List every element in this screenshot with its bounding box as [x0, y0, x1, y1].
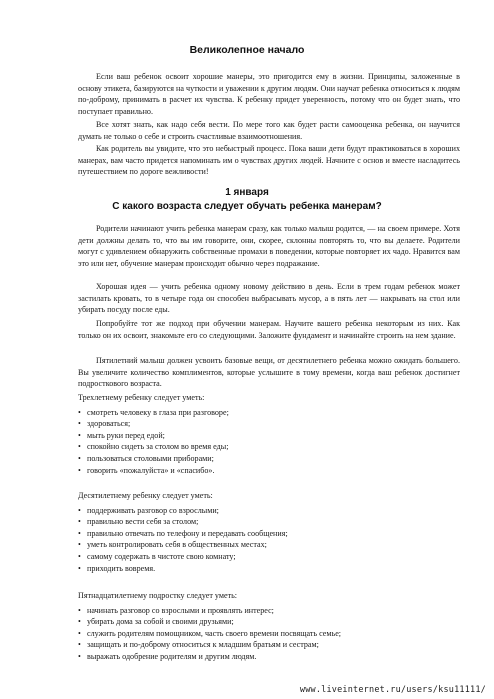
section-date: 1 января: [225, 187, 269, 198]
list-item: • здороваться;: [78, 418, 460, 430]
section-subtitle: С какого возраста следует обучать ребенка манерам?: [112, 201, 382, 212]
list-title: Пятнадцатилетнему подростку следует уметь:: [78, 591, 238, 600]
list-item: • защищать и по-доброму относиться к младшим братьям и сестрам;: [78, 639, 460, 651]
list-ten-year-old: [78, 490, 460, 574]
list-item: • правильно вести себя за столом;: [78, 516, 460, 528]
list-item: • самому содержать в чистоте свою комнату;: [78, 551, 460, 563]
bullet-list: [78, 605, 460, 663]
body-paragraph-2: Хорошая идея — учить ребенка одному новому действию в день. Если в трем годам ребенок может застилать кровать, то в четыре года он способен выбрасывать мусор, а в пять лет — накрывать на стол или убирать посуду после еды.: [78, 282, 460, 315]
list-item: • смотреть человеку в глаза при разговоре;: [78, 407, 460, 419]
list-three-year-old: [78, 392, 460, 476]
list-item: • приходить вовремя.: [78, 563, 460, 575]
body-paragraph-1: Родители начинают учить ребенка манерам сразу, как только малыш родится, — на своем примере. Хотя дети должны делать то, что вы им говорите, они, скорее, склонны повторять то, что вы делаете. Родители могут с удивлением обнаружить собственные промахи в поведении, которые повторяет их чадо. Нравится вам это или нет, обучение манерам происходит обычно через подражание.: [78, 224, 460, 268]
intro-paragraph-3: Как родитель вы увидите, что это небыстрый процесс. Пока ваши дети будут практиковаться в хороших манерах, вам часто придется напоминать им о чувствах других людей. Начните с основ и вместе насладитесь путешествием по дороге вежливости!: [78, 144, 460, 177]
page-title: Великолепное начало: [189, 44, 305, 56]
list-fifteen-year-old: [78, 590, 460, 663]
bullet-list: [78, 505, 460, 575]
list-item: • говорить «пожалуйста» и «спасибо».: [78, 465, 460, 477]
body-paragraph-4: Пятилетний малыш должен усвоить базовые вещи, от десятилетнего ребенка можно ожидать большего. Вы увеличите количество комплиментов, которые услышите в тому времени, когда ваш ребенок достигнет подросткового возраста.: [78, 356, 460, 389]
list-title: Десятилетнему ребенку следует уметь:: [78, 491, 213, 500]
list-item: • служить родителям помощником, часть своего времени посвящать семье;: [78, 628, 460, 640]
source-url-watermark: www.liveinternet.ru/users/ksu11111/: [299, 685, 486, 695]
list-item: • убирать дома за собой и своими друзьями;: [78, 616, 460, 628]
intro-paragraph-1: Если ваш ребенок освоит хорошие манеры, это пригодится ему в жизни. Принципы, заложенные в основу этикета, базируются на чуткости и уважении к другим людям. Они научат ребенка относиться к людям по-доброму, принимать в расчет их чувства. К ребенку придет уверенность, потому что он будет знать, что поступает правильно.: [78, 72, 460, 116]
body-paragraph-3: Попробуйте тот же подход при обучении манерам. Научите вашего ребенка некоторым из них. Как только он их освоит, знакомьте его со следующими. Заложите фундамент и начинайте строить на нем здание.: [78, 319, 460, 340]
list-item: • уметь контролировать себя в общественных местах;: [78, 539, 460, 551]
bullet-list: [78, 407, 460, 477]
list-item: • мыть руки перед едой;: [78, 430, 460, 442]
list-item: • начинать разговор со взрослыми и проявлять интерес;: [78, 605, 460, 617]
list-item: • пользоваться столовыми приборами;: [78, 453, 460, 465]
list-item: • правильно отвечать по телефону и передавать сообщения;: [78, 528, 460, 540]
intro-paragraph-2: Все хотят знать, как надо себя вести. По мере того как будет расти самооценка ребенка, он научится думать не только о себе и строить счастливые взаимоотношения.: [78, 120, 460, 141]
list-title: Трехлетнему ребенку следует уметь:: [78, 393, 205, 402]
list-item: • спокойно сидеть за столом во время еды;: [78, 441, 460, 453]
list-item: • выражать одобрение родителям и другим людям.: [78, 651, 460, 663]
list-item: • поддерживать разговор со взрослыми;: [78, 505, 460, 517]
